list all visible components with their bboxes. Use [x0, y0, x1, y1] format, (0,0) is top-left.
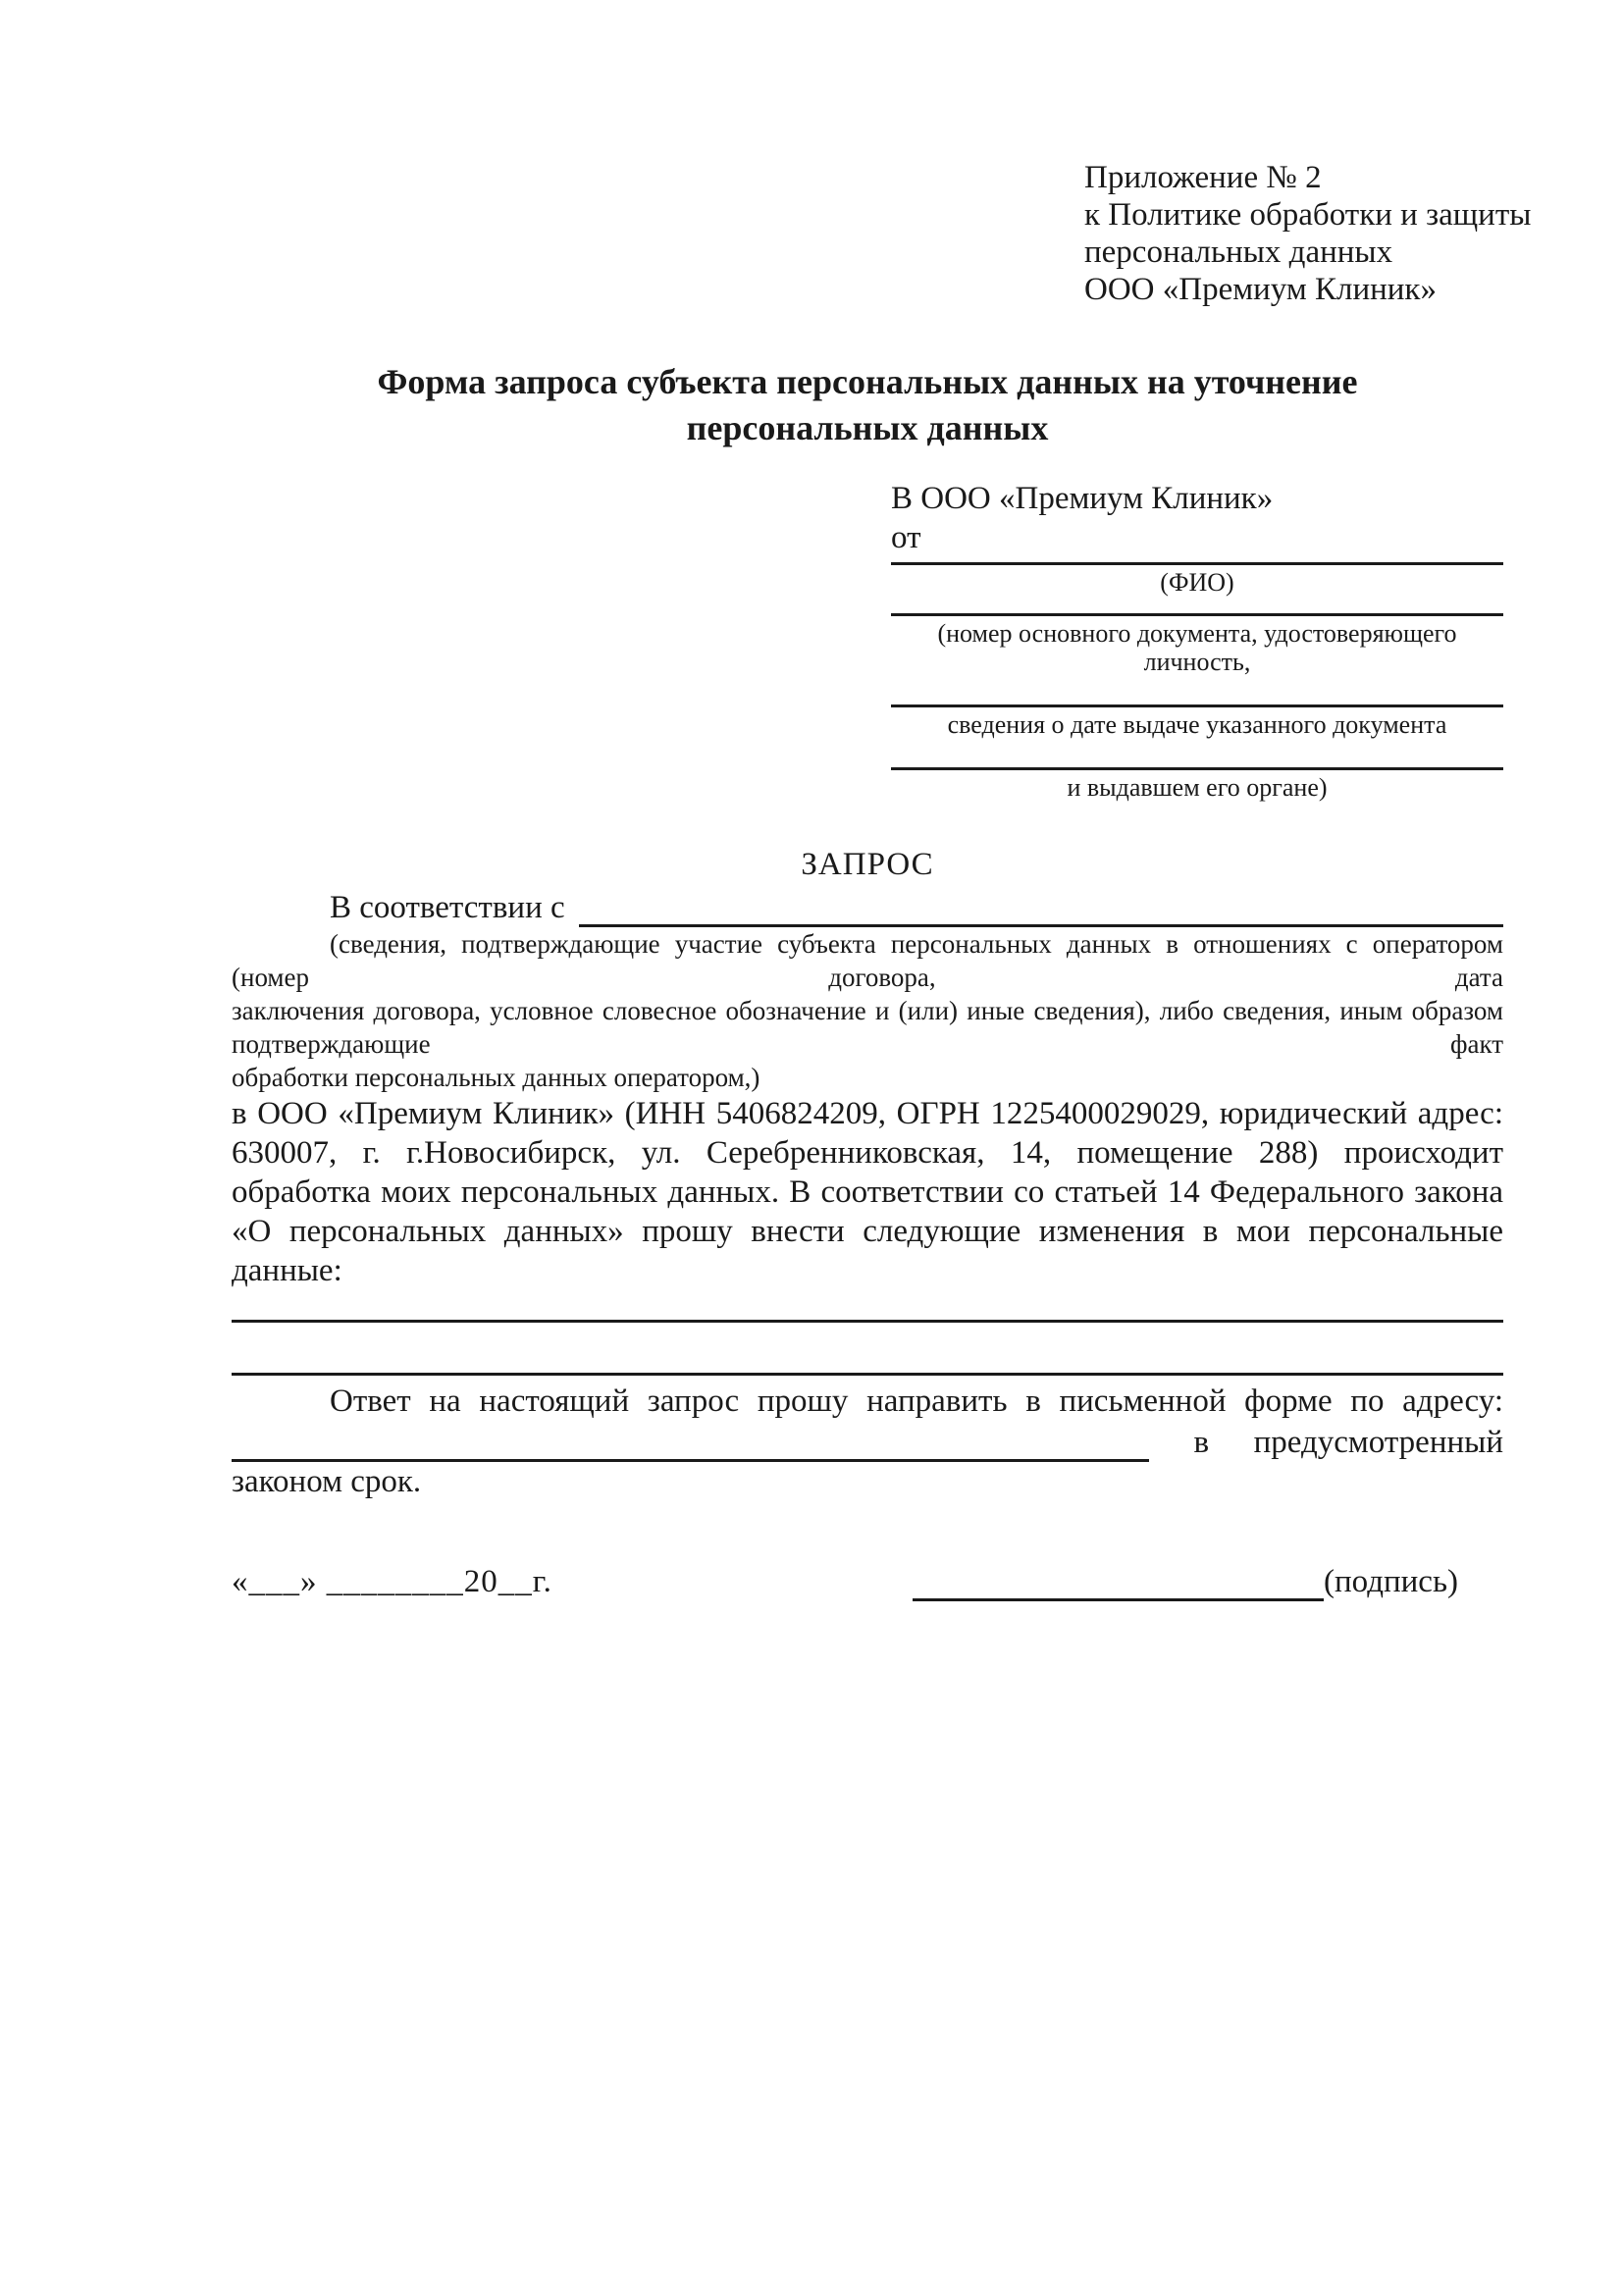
identity-document-caption: (номер основного документа, удостоверяющего личность,	[937, 619, 1457, 676]
body-paragraph-line-4: «О персональных данных» прошу внести следующие изменения в мои персональные	[232, 1214, 1503, 1249]
identity-document-write-line	[891, 597, 1503, 616]
body-paragraph-line-5: данные:	[232, 1253, 342, 1288]
body-paragraph-line-3: обработка моих персональных данных. В соответствии со статьей 14 Федерального закона	[232, 1174, 1503, 1210]
issuing-authority-caption: и выдавшем его органе)	[1067, 773, 1328, 802]
date-blank: «___» ________20__г.	[232, 1564, 552, 1599]
addressee-from-label: от	[891, 520, 921, 555]
appendix-header-line-4: ООО «Премиум Клиник»	[1084, 272, 1437, 307]
signature-caption: (подпись)	[1324, 1564, 1458, 1599]
appendix-header-line-3: персональных данных	[1084, 235, 1393, 270]
signature-write-line	[913, 1566, 1324, 1601]
body-paragraph-line-1: в ООО «Премиум Клиник» (ИНН 5406824209, ОГРН 1225400029029, юридический адрес:	[232, 1096, 1503, 1131]
issue-date-write-line	[891, 676, 1503, 707]
body-paragraph-line-2: 630007, г. г.Новосибирск, ул. Серебренниковская, 14, помещение 288) происходит	[232, 1135, 1503, 1171]
request-heading: ЗАПРОС	[801, 847, 934, 882]
reply-word-predusmotrennyi: предусмотренный	[1253, 1425, 1503, 1460]
small-print-line-3: обработки персональных данных оператором,)	[232, 1063, 760, 1092]
addressee-block	[891, 479, 1503, 802]
signature-group	[913, 1562, 1458, 1601]
appendix-header-line-1: Приложение № 2	[1084, 160, 1322, 195]
appendix-header	[1084, 159, 1532, 308]
accordance-lead-text: В соответствии с	[330, 890, 565, 925]
reply-paragraph-line-1: Ответ на настоящий запрос прошу направить в письменной форме по адресу:	[330, 1383, 1503, 1419]
date-signature-row	[232, 1562, 1503, 1601]
appendix-header-line-2: к Политике обработки и защиты	[1084, 197, 1532, 233]
issuing-authority-write-line	[891, 739, 1503, 770]
addressee-to: В ООО «Премиум Клиник»	[891, 481, 1274, 516]
accordance-write-line	[579, 891, 1503, 927]
changes-write-line-1	[232, 1320, 1503, 1323]
fio-caption: (ФИО)	[1160, 568, 1234, 597]
reply-address-row	[232, 1421, 1503, 1462]
small-print-line-1: (сведения, подтверждающие участие субъекта персональных данных в отношениях с оператором (номер договора, дата	[232, 929, 1503, 992]
changes-write-line-2	[232, 1373, 1503, 1376]
reply-paragraph-line-3: законом срок.	[232, 1464, 422, 1499]
issue-date-caption: сведения о дате выдаче указанного документа	[947, 710, 1447, 739]
reply-address-write-line	[232, 1427, 1149, 1462]
reply-word-v: в	[1193, 1425, 1210, 1460]
document-title-line-1: Форма запроса субъекта персональных данных на уточнение	[377, 362, 1358, 401]
accordance-row	[232, 884, 1503, 927]
document-title-line-2: персональных данных	[686, 408, 1049, 447]
document-title	[232, 359, 1503, 451]
small-print-line-2: заключения договора, условное словесное обозначение и (или) иные сведения), либо сведения, иным образом подтверждающие факт	[232, 996, 1503, 1059]
fio-write-line	[891, 557, 1503, 565]
